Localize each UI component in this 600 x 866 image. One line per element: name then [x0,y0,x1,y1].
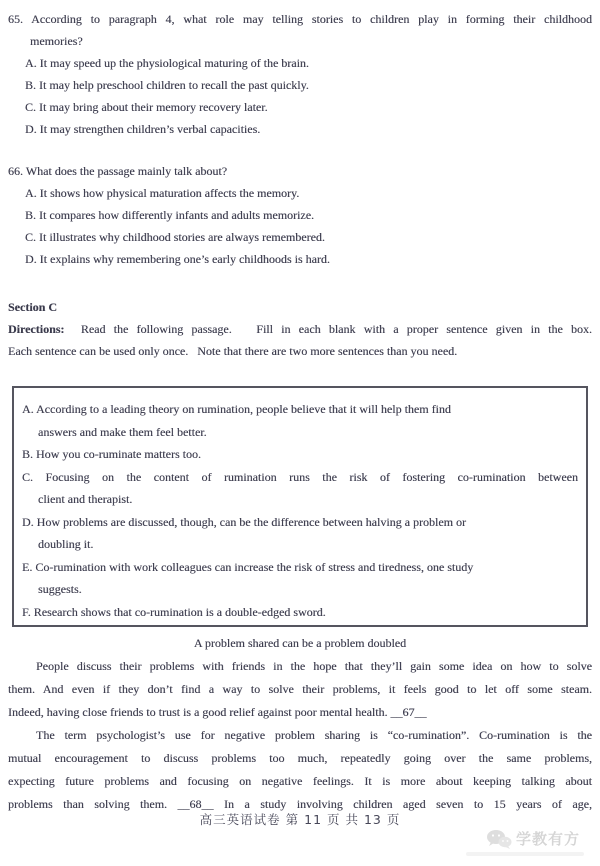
box-option-a-line-2: answers and make them feel better. [38,424,207,439]
paragraph-1-line-2: them. And even if they don’t find a way to solve their problems, it feels good to let off some steam. [8,682,592,696]
paragraph-1-line-3: Indeed, having close friends to trust is a good relief against poor mental health. __67__ [8,705,427,719]
passage-title: A problem shared can be a problem doubled [193,636,407,650]
question-65-option-c: C. It may bring about their memory recovery later. [25,100,268,114]
paragraph-2-line-2: mutual encouragement to discuss problems too much, repeatedly going over the same problems, [8,751,592,765]
paragraph-2-line-4: problems than solving them. __68__ In a study involving children aged seven to 15 years of age, [8,797,592,811]
box-option-d-line-1: D. How problems are discussed, though, can be the difference between halving a problem or [22,514,466,529]
page-footer: 高三英语试卷 第 11 页 共 13 页 [199,812,401,827]
question-66 [8,160,592,270]
passage-paragraph-2 [8,724,592,816]
directions-label: Directions: [8,322,65,336]
box-option-a-line-1: A. According to a leading theory on rumination, people believe that it will help them find [22,402,451,416]
question-66-option-a: A. It shows how physical maturation affects the memory. [25,186,300,200]
paragraph-2-line-1: The term psychologist’s use for negative problem sharing is “co-rumination”. Co-rumination is the [36,728,592,742]
watermark-underline [466,852,584,856]
box-option-c-line-2: client and therapist. [38,492,133,506]
box-option-e-line-1: E. Co-rumination with work colleagues can increase the risk of stress and tiredness, one study [22,559,474,574]
question-66-stem: 66. What does the passage mainly talk about? [8,164,228,178]
box-option-c-line-1: C. Focusing on the content of rumination runs the risk of fostering co-rumination between [22,469,578,484]
box-option-f: F. Research shows that co-rumination is a double-edged sword. [22,604,326,619]
passage-paragraph-1 [8,655,592,724]
section-c-heading: Section C [8,300,57,314]
question-65 [8,8,592,140]
directions-text: Read the following passage. Fill in each blank with a proper sentence given in the box. [64,322,592,336]
box-option-d-line-2: doubling it. [38,537,94,551]
paragraph-1-line-1: People discuss their problems with friends in the hope that they’ll gain some idea on how to solve [36,659,592,673]
watermark [486,828,580,849]
question-66-option-b: B. It compares how differently infants and adults memorize. [25,208,315,222]
watermark-brand-text: 学教有方 [515,830,580,848]
box-option-e-line-2: suggests. [38,582,82,596]
section-c [8,296,592,362]
question-65-option-b: B. It may help preschool children to recall the past quickly. [25,78,309,92]
sentence-options-box [12,386,588,627]
question-66-option-c: C. It illustrates why childhood stories are always remembered. [25,230,325,244]
question-65-stem-line-2: memories? [30,34,83,48]
question-65-option-a: A. It may speed up the physiological maturing of the brain. [25,56,309,70]
question-65-stem-line-1: 65. According to paragraph 4, what role may telling stories to children play in forming their childhood [8,12,592,26]
question-65-option-d: D. It may strengthen children’s verbal capacities. [25,122,261,136]
box-option-b: B. How you co-ruminate matters too. [22,447,201,461]
section-c-directions-line-1 [8,318,592,340]
question-66-option-d: D. It explains why remembering one’s early childhoods is hard. [25,252,330,266]
paragraph-2-line-3: expecting future problems and focusing on negative feelings. It is more about keeping talking about [8,774,592,788]
section-c-directions-line-2: Each sentence can be used only once. Note that there are two more sentences than you need. [8,344,458,358]
exam-page [8,8,592,816]
wechat-icon [486,829,512,849]
